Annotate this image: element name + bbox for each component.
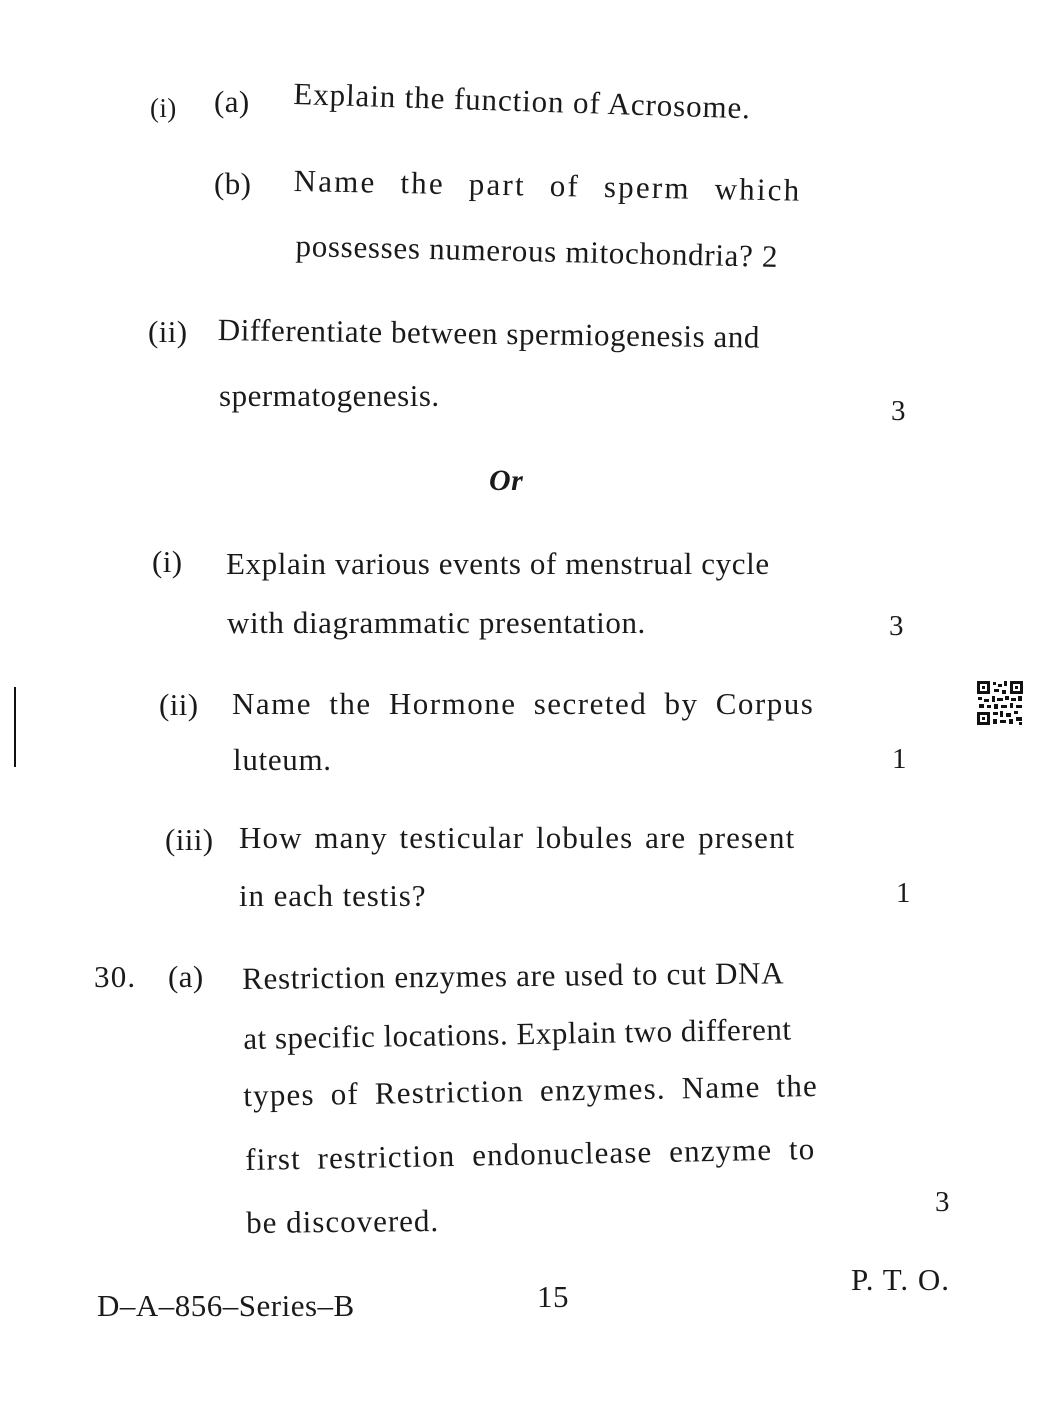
question-text-specific-locations: at specific locations. Explain two different bbox=[242, 1011, 792, 1056]
sub-question-label-ii: (ii) bbox=[148, 314, 188, 349]
question-text-spermatogenesis: spermatogenesis. bbox=[219, 378, 440, 413]
question-text-restriction-enzymes: Restriction enzymes are used to cut DNA bbox=[241, 955, 785, 996]
marks: 3 bbox=[889, 610, 904, 642]
qr-code-icon bbox=[976, 680, 1024, 726]
marks: 1 bbox=[892, 743, 907, 775]
question-text-corpus-luteum: luteum. bbox=[233, 742, 332, 777]
question-text-diagrammatic: with diagrammatic presentation. bbox=[227, 605, 646, 640]
part-label-a-q30: (a) bbox=[168, 959, 204, 994]
question-text-acrosome: Explain the function of Acrosome. bbox=[292, 76, 752, 126]
page-number: 15 bbox=[537, 1279, 569, 1314]
or-separator: Or bbox=[489, 464, 524, 497]
marks: 3 bbox=[935, 1186, 950, 1218]
sub-question-label-ii-alt: (ii) bbox=[159, 687, 199, 722]
margin-line bbox=[14, 687, 16, 767]
question-text-each-testis: in each testis? bbox=[239, 878, 427, 913]
marks: 1 bbox=[896, 877, 911, 909]
part-label-a: (a) bbox=[214, 84, 250, 119]
question-text-mitochondria: possesses numerous mitochondria? 2 bbox=[295, 228, 779, 274]
question-text-differentiate: Differentiate between spermiogenesis and bbox=[217, 312, 761, 355]
pto-label: P. T. O. bbox=[851, 1262, 951, 1297]
sub-question-label-iii: (iii) bbox=[165, 822, 214, 857]
question-text-hormone: Name the Hormone secreted by Corpus bbox=[232, 686, 815, 721]
question-text-menstrual-cycle: Explain various events of menstrual cycle bbox=[226, 546, 770, 581]
question-text-discovered: be discovered. bbox=[245, 1202, 440, 1240]
question-text-first-endonuclease: first restriction endonuclease enzyme to bbox=[244, 1131, 816, 1177]
question-text-types-restriction: types of Restriction enzymes. Name the bbox=[242, 1067, 819, 1113]
paper-code: D–A–856–Series–B bbox=[97, 1288, 355, 1323]
marks: 3 bbox=[891, 395, 906, 427]
question-number-30: 30. bbox=[94, 959, 137, 994]
sub-question-label-i-alt: (i) bbox=[152, 544, 183, 579]
sub-question-label-i: (i) bbox=[150, 93, 177, 123]
question-text-testicular-lobules: How many testicular lobules are present bbox=[239, 820, 796, 855]
part-label-b: (b) bbox=[214, 166, 252, 201]
question-text-sperm-part: Name the part of sperm which bbox=[293, 163, 802, 208]
